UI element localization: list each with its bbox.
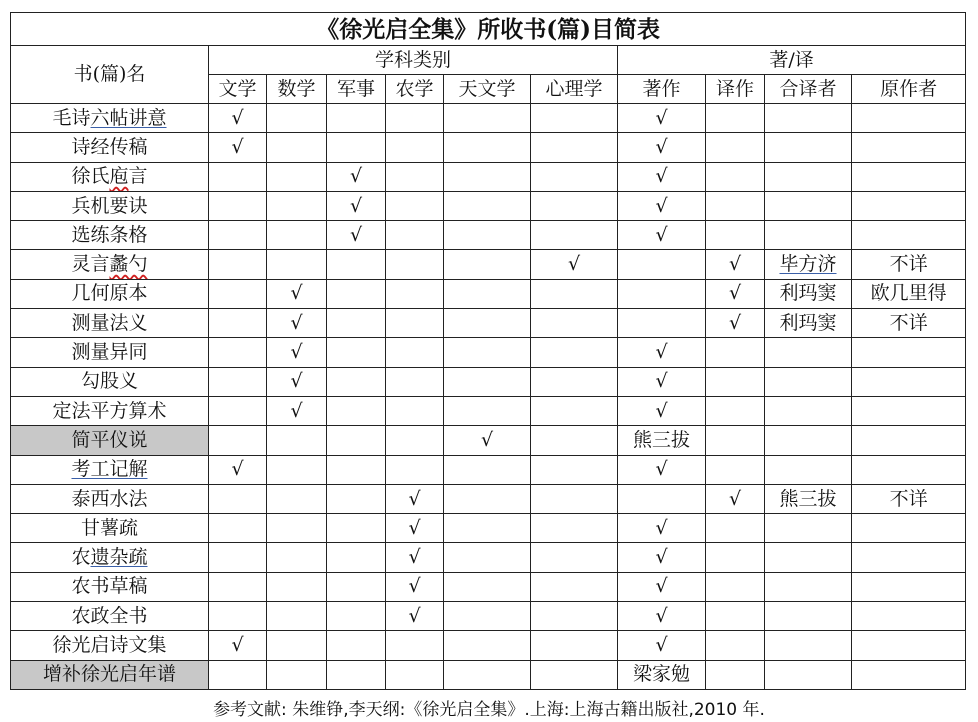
book-title-cell [11, 338, 209, 367]
empty-cell [327, 309, 386, 338]
empty-cell [706, 514, 765, 543]
empty-cell [706, 455, 765, 484]
empty-cell [209, 426, 267, 455]
empty-cell [386, 162, 444, 191]
empty-cell [386, 367, 444, 396]
empty-cell [531, 338, 618, 367]
check-mark: √ [209, 104, 267, 133]
empty-cell [852, 396, 966, 425]
empty-cell [327, 484, 386, 513]
table-row [11, 309, 966, 338]
empty-cell [386, 396, 444, 425]
empty-cell [852, 631, 966, 660]
book-title-cell [11, 221, 209, 250]
book-title-cell [11, 572, 209, 601]
empty-cell [531, 426, 618, 455]
header-original-author: 原作者 [852, 75, 966, 104]
empty-cell [267, 514, 327, 543]
empty-cell [706, 367, 765, 396]
check-mark: √ [618, 191, 706, 220]
check-mark: √ [327, 191, 386, 220]
title-fragment: 毛诗 [52, 106, 91, 129]
empty-cell [531, 104, 618, 133]
empty-cell [618, 484, 706, 513]
book-title [71, 546, 147, 568]
empty-cell [765, 367, 852, 396]
book-title: 测量异同 [71, 341, 148, 364]
empty-cell [267, 191, 327, 220]
empty-cell [386, 191, 444, 220]
book-title-cell [11, 455, 209, 484]
empty-cell [765, 631, 852, 660]
check-mark: √ [618, 572, 706, 601]
header-military: 军事 [327, 75, 386, 104]
empty-cell [386, 221, 444, 250]
book-title: 农政全书 [71, 604, 148, 627]
empty-cell [765, 191, 852, 220]
check-mark: √ [327, 162, 386, 191]
empty-cell [852, 133, 966, 162]
empty-cell [327, 455, 386, 484]
empty-cell [267, 455, 327, 484]
empty-cell [706, 660, 765, 689]
empty-cell [267, 543, 327, 572]
book-title-cell [11, 602, 209, 631]
header-mathematics: 数学 [267, 75, 327, 104]
check-mark: √ [444, 426, 531, 455]
check-mark: √ [267, 309, 327, 338]
book-title-cell [11, 367, 209, 396]
empty-cell [531, 221, 618, 250]
header-subject-group: 学科类别 [209, 46, 618, 75]
book-list-table [10, 12, 966, 690]
empty-cell [852, 660, 966, 689]
person-name-cell: 不详 [852, 309, 966, 338]
check-mark: √ [618, 396, 706, 425]
empty-cell [444, 191, 531, 220]
empty-cell [444, 221, 531, 250]
table-row [11, 426, 966, 455]
table-title: 《徐光启全集》所收书(篇)目简表 [11, 13, 966, 46]
empty-cell [386, 338, 444, 367]
check-mark: √ [267, 279, 327, 308]
empty-cell [531, 602, 618, 631]
empty-cell [852, 191, 966, 220]
empty-cell [386, 133, 444, 162]
empty-cell [267, 426, 327, 455]
person-name-cell: 欧几里得 [852, 279, 966, 308]
book-title: 勾股义 [80, 370, 138, 393]
empty-cell [531, 367, 618, 396]
empty-cell [327, 426, 386, 455]
empty-cell [267, 104, 327, 133]
empty-cell [267, 572, 327, 601]
check-mark: √ [618, 338, 706, 367]
empty-cell [267, 221, 327, 250]
check-mark: √ [618, 631, 706, 660]
empty-cell [531, 514, 618, 543]
empty-cell [444, 104, 531, 133]
table-row [11, 484, 966, 513]
empty-cell [327, 631, 386, 660]
empty-cell [444, 309, 531, 338]
empty-cell [618, 250, 706, 279]
empty-cell [531, 484, 618, 513]
empty-cell [531, 543, 618, 572]
empty-cell [706, 396, 765, 425]
empty-cell [209, 396, 267, 425]
title-fragment: 蠡勺 [109, 253, 148, 276]
empty-cell [209, 221, 267, 250]
check-mark: √ [618, 133, 706, 162]
book-title: 诗经传稿 [71, 135, 148, 158]
empty-cell [765, 396, 852, 425]
empty-cell [327, 279, 386, 308]
empty-cell [852, 455, 966, 484]
empty-cell [444, 250, 531, 279]
empty-cell [444, 279, 531, 308]
empty-cell [531, 572, 618, 601]
empty-cell [386, 426, 444, 455]
empty-cell [444, 455, 531, 484]
check-mark: √ [618, 514, 706, 543]
check-mark: √ [618, 455, 706, 484]
empty-cell [209, 250, 267, 279]
empty-cell [765, 660, 852, 689]
empty-cell [209, 191, 267, 220]
empty-cell [209, 484, 267, 513]
empty-cell [327, 338, 386, 367]
table-row [11, 338, 966, 367]
empty-cell [209, 309, 267, 338]
check-mark: √ [267, 367, 327, 396]
empty-cell [765, 426, 852, 455]
empty-cell [706, 543, 765, 572]
check-mark: √ [706, 250, 765, 279]
empty-cell [618, 309, 706, 338]
empty-cell [209, 514, 267, 543]
empty-cell [706, 104, 765, 133]
check-mark: √ [618, 162, 706, 191]
title-fragment: 庖 [109, 165, 129, 188]
empty-cell [531, 133, 618, 162]
book-title [71, 253, 147, 275]
header-translation: 译作 [706, 75, 765, 104]
empty-cell [267, 250, 327, 279]
empty-cell [852, 104, 966, 133]
empty-cell [386, 250, 444, 279]
empty-cell [852, 367, 966, 396]
book-title [52, 107, 166, 129]
check-mark: √ [618, 543, 706, 572]
check-mark: √ [618, 104, 706, 133]
book-title: 甘薯疏 [80, 516, 138, 539]
empty-cell [209, 660, 267, 689]
empty-cell [706, 191, 765, 220]
header-agriculture: 农学 [386, 75, 444, 104]
empty-cell [765, 543, 852, 572]
book-title-cell [11, 484, 209, 513]
header-co-translator: 合译者 [765, 75, 852, 104]
empty-cell [706, 631, 765, 660]
table-row [11, 279, 966, 308]
person-name-cell: 不详 [852, 484, 966, 513]
book-title: 泰西水法 [71, 487, 148, 510]
empty-cell [531, 191, 618, 220]
empty-cell [765, 514, 852, 543]
header-literature: 文学 [209, 75, 267, 104]
person-name-cell: 熊三拔 [618, 426, 706, 455]
empty-cell [444, 338, 531, 367]
check-mark: √ [209, 133, 267, 162]
empty-cell [444, 631, 531, 660]
empty-cell [444, 572, 531, 601]
empty-cell [386, 104, 444, 133]
empty-cell [531, 309, 618, 338]
check-mark: √ [386, 543, 444, 572]
book-title: 测量法义 [71, 311, 148, 334]
empty-cell [765, 133, 852, 162]
empty-cell [531, 455, 618, 484]
empty-cell [706, 602, 765, 631]
empty-cell [531, 396, 618, 425]
empty-cell [531, 631, 618, 660]
empty-cell [327, 250, 386, 279]
table-row [11, 367, 966, 396]
check-mark: √ [618, 602, 706, 631]
book-title-cell [11, 191, 209, 220]
empty-cell [209, 162, 267, 191]
empty-cell [209, 543, 267, 572]
book-title-cell [11, 279, 209, 308]
check-mark: √ [706, 309, 765, 338]
empty-cell [444, 514, 531, 543]
book-title-cell [11, 250, 209, 279]
check-mark: √ [386, 514, 444, 543]
book-title: 定法平方算术 [52, 399, 167, 422]
book-title [71, 458, 147, 480]
empty-cell [267, 631, 327, 660]
header-authorship-group: 著/译 [618, 46, 966, 75]
empty-cell [386, 631, 444, 660]
table-row [11, 104, 966, 133]
empty-cell [267, 602, 327, 631]
empty-cell [706, 162, 765, 191]
empty-cell [327, 133, 386, 162]
empty-cell [706, 572, 765, 601]
empty-cell [852, 221, 966, 250]
empty-cell [852, 162, 966, 191]
book-title-cell [11, 660, 209, 689]
empty-cell [386, 279, 444, 308]
empty-cell [267, 660, 327, 689]
table-row [11, 162, 966, 191]
book-title: 选练条格 [71, 223, 148, 246]
book-title-cell [11, 514, 209, 543]
book-title [71, 165, 147, 187]
header-original-work: 著作 [618, 75, 706, 104]
check-mark: √ [706, 484, 765, 513]
empty-cell [852, 426, 966, 455]
empty-cell [444, 162, 531, 191]
table-body [11, 104, 966, 690]
book-title: 简平仪说 [71, 428, 148, 451]
empty-cell [209, 338, 267, 367]
book-title: 徐光启诗文集 [52, 633, 167, 656]
empty-cell [444, 396, 531, 425]
empty-cell [327, 514, 386, 543]
empty-cell [765, 572, 852, 601]
table-row [11, 631, 966, 660]
empty-cell [444, 660, 531, 689]
check-mark: √ [386, 572, 444, 601]
empty-cell [444, 367, 531, 396]
empty-cell [209, 367, 267, 396]
header-astronomy: 天文学 [444, 75, 531, 104]
table-row [11, 602, 966, 631]
empty-cell [852, 543, 966, 572]
empty-cell [386, 309, 444, 338]
empty-cell [386, 660, 444, 689]
title-fragment: 农 [71, 546, 91, 569]
book-title-cell [11, 162, 209, 191]
check-mark: √ [618, 221, 706, 250]
header-psychology: 心理学 [531, 75, 618, 104]
person-name-cell: 熊三拔 [765, 484, 852, 513]
empty-cell [765, 162, 852, 191]
book-title-cell [11, 104, 209, 133]
check-mark: √ [531, 250, 618, 279]
empty-cell [267, 484, 327, 513]
empty-cell [765, 221, 852, 250]
empty-cell [327, 396, 386, 425]
empty-cell [531, 279, 618, 308]
table-row [11, 514, 966, 543]
empty-cell [444, 543, 531, 572]
table-row [11, 221, 966, 250]
header-book-name: 书(篇)名 [11, 46, 209, 104]
book-title-cell [11, 309, 209, 338]
empty-cell [531, 660, 618, 689]
title-fragment: 遗杂疏 [90, 546, 148, 569]
empty-cell [706, 133, 765, 162]
empty-cell [618, 279, 706, 308]
book-title: 农书草稿 [71, 575, 148, 598]
person-name-cell: 不详 [852, 250, 966, 279]
empty-cell [765, 455, 852, 484]
empty-cell [327, 660, 386, 689]
empty-cell [327, 543, 386, 572]
title-fragment: 徐氏 [71, 165, 110, 188]
table-row [11, 191, 966, 220]
person-name-cell: 梁家勉 [618, 660, 706, 689]
empty-cell [444, 133, 531, 162]
empty-cell [267, 162, 327, 191]
empty-cell [852, 514, 966, 543]
co-translator-name: 毕方济 [779, 253, 837, 276]
empty-cell [444, 484, 531, 513]
table-row [11, 455, 966, 484]
table-row [11, 660, 966, 689]
book-title: 几何原本 [71, 282, 148, 305]
empty-cell [765, 602, 852, 631]
title-fragment: 言 [128, 165, 148, 188]
empty-cell [327, 367, 386, 396]
empty-cell [209, 602, 267, 631]
empty-cell [765, 104, 852, 133]
empty-cell [852, 338, 966, 367]
title-fragment: 六帖讲意 [90, 106, 167, 129]
empty-cell [852, 572, 966, 601]
reference-citation: 参考文献: 朱维铮,李天纲:《徐光启全集》.上海:上海古籍出版社,2010 年. [213, 700, 765, 720]
title-fragment: 灵言 [71, 253, 110, 276]
empty-cell [209, 572, 267, 601]
empty-cell [706, 426, 765, 455]
check-mark: √ [209, 631, 267, 660]
table-row [11, 250, 966, 279]
title-fragment: 考工记解 [71, 458, 148, 481]
empty-cell [444, 602, 531, 631]
book-title-cell [11, 396, 209, 425]
empty-cell [765, 338, 852, 367]
book-title: 兵机要诀 [71, 194, 148, 217]
empty-cell [706, 221, 765, 250]
empty-cell [531, 162, 618, 191]
empty-cell [327, 104, 386, 133]
empty-cell [327, 572, 386, 601]
check-mark: √ [327, 221, 386, 250]
empty-cell [706, 338, 765, 367]
check-mark: √ [267, 396, 327, 425]
book-title-cell [11, 631, 209, 660]
person-name-cell: 利玛窦 [765, 279, 852, 308]
book-title-cell [11, 543, 209, 572]
check-mark: √ [706, 279, 765, 308]
check-mark: √ [209, 455, 267, 484]
book-title: 增补徐光启年谱 [42, 663, 176, 686]
table-row [11, 133, 966, 162]
empty-cell [327, 602, 386, 631]
table-row [11, 572, 966, 601]
empty-cell [386, 455, 444, 484]
check-mark: √ [386, 484, 444, 513]
table-row [11, 396, 966, 425]
check-mark: √ [618, 367, 706, 396]
check-mark: √ [267, 338, 327, 367]
person-name-cell [765, 250, 852, 279]
table-row [11, 543, 966, 572]
empty-cell [852, 602, 966, 631]
empty-cell [209, 279, 267, 308]
empty-cell [267, 133, 327, 162]
book-title-cell [11, 426, 209, 455]
book-title-cell [11, 133, 209, 162]
check-mark: √ [386, 602, 444, 631]
person-name-cell: 利玛窦 [765, 309, 852, 338]
